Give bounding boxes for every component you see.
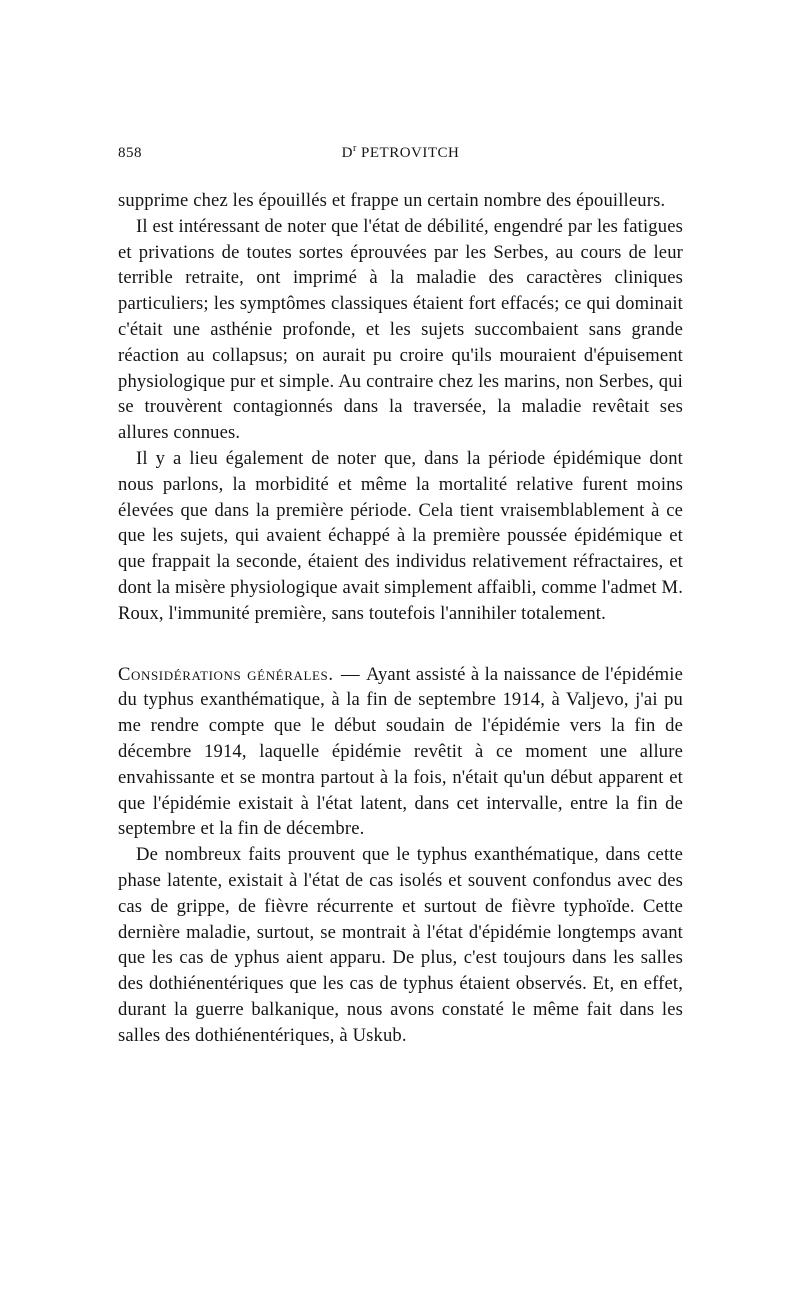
- running-head: [118, 145, 683, 162]
- page-number: 858: [118, 145, 142, 161]
- section-title: Considérations générales.: [118, 663, 334, 685]
- author-prefix: D: [341, 145, 353, 161]
- paragraph-considerations-generales: [118, 662, 683, 843]
- paragraph-serbes-debilite: Il est intéressant de noter que l'état de débilité, engendré par les fatigues et privations de toutes sortes éprouvées par les Serbes, au cours de leur terrible retraite, ont imprimé à la maladie des caractères cliniques particuliers; les symptômes classiques étaient fort effacés; ce qui dominait c'était une asthénie profonde, et les sujets succombaient sans grande réaction au collapsus; on aurait pu croire qu'ils mouraient d'épuisement physiologique pur et simple. Au contraire chez les marins, non Serbes, qui se trouvèrent contagionnés dans la traversée, la maladie revêtait ses allures connues.: [118, 215, 683, 444]
- section-gap: [118, 627, 683, 662]
- paragraph-continuation: supprime chez les épouillés et frappe un certain nombre des épouilleurs.: [118, 190, 666, 211]
- paragraph-nombreux-faits: De nombreux faits prouvent que le typhus exanthématique, dans cette phase latente, existait à l'état de cas isolés et souvent confondus avec des cas de grippe, de fièvre récurrente et surtout de fièvre typhoïde. Cette dernière maladie, surtout, se montrait à l'état d'épidémie longtemps avant que les cas de yphus aient apparu. De plus, c'est toujours dans les salles des dothiénentériques que les cas de typhus étaient observés. Et, en effet, durant la guerre balkanique, nous avons constaté le même fait dans les salles des dothiénentériques, à Uskub.: [118, 844, 683, 1046]
- paragraph-periode-epidemique: Il y a lieu également de noter que, dans la période épidémique dont nous parlons, la morbidité et même la mortalité relative furent moins élevées que dans la première période. Cela tient vraisemblablement à ce que les sujets, qui avaient échappé à la première poussée épidémique et que frappait la seconde, étaient des individus relativement réfractaires, et dont la misère physiologique avait simplement affaibli, comme l'admet M. Roux, l'immunité première, sans toutefois l'annihiler totalement.: [118, 447, 683, 624]
- book-page: [118, 145, 683, 1049]
- page-header: [118, 145, 683, 175]
- author-name: PETROVITCH: [356, 145, 460, 161]
- author-sup: r: [352, 143, 357, 154]
- body-text: [118, 188, 683, 1049]
- section-dash: —: [341, 663, 360, 685]
- section-intro-text: Ayant assisté à la naissance de l'épidémie du typhus exanthématique, à la fin de septembre 1914, à Valjevo, j'ai pu me rendre compte que le début soudain de l'épidémie vers la fin de décembre 1914, laquelle épidémie revêtit à ce moment une allure envahissante et se montra partout à la fois, n'était qu'un début apparent et que l'épidémie existait à l'état latent, dans cet intervalle, entre la fin de septembre et la fin de décembre.: [118, 663, 683, 840]
